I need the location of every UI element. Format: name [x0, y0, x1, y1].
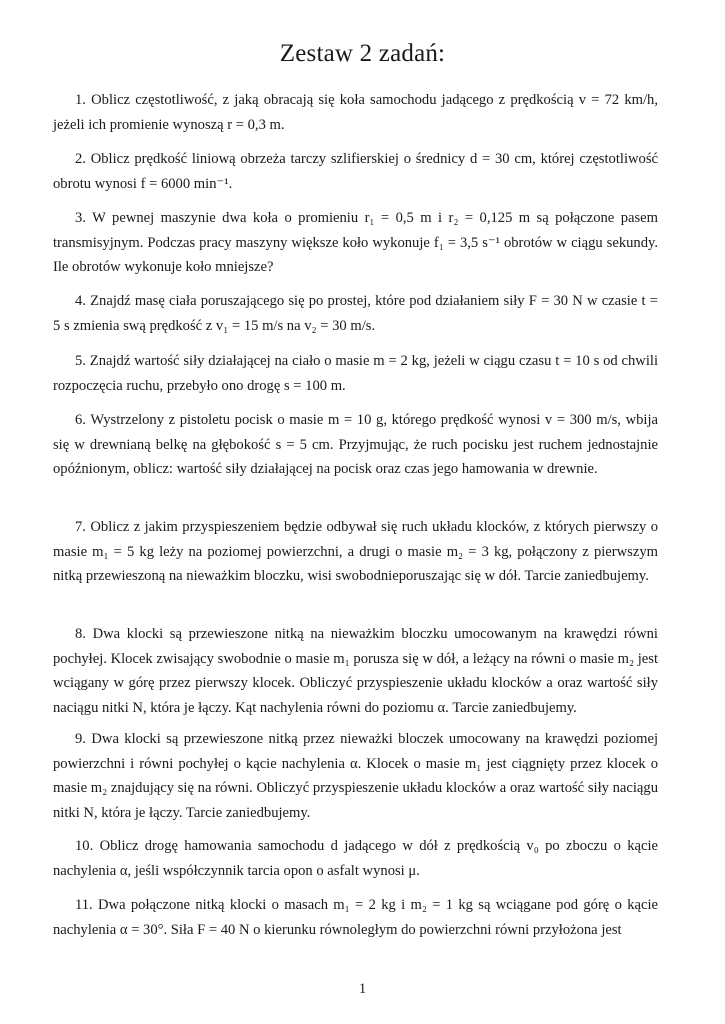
problem-text: Oblicz częstotliwość, z jaką obracają się koła samochodu jadącego z prędkością v = 72 km/h, jeżeli ich promienie wynoszą r = 0,3 m. — [53, 92, 658, 133]
problem-10 — [53, 834, 658, 883]
problem-text: Dwa klocki są przewieszone nitką na nieważkim bloczku umocowanym na krawędzi równi pochyłej. Klocek zwisający swobodnie o masie m₁ porusza się w dół, a leżący na równi o masie m₂ jest wciągany w górę przez pierwszy klocek. Obliczyć przyspieszenie układu klocków a oraz wartość siły naciągu nitki N, która je łączy. Kąt nachylenia równi do poziomu α. Tarcie zaniedbujemy. — [53, 626, 658, 717]
problem-number: 1. — [75, 92, 86, 108]
problem-9 — [53, 727, 658, 826]
problem-text: Znajdź masę ciała poruszającego się po prostej, które pod działaniem siły F = 30 N w czasie t = 5 s zmienia swą prędkość z v₁ = 15 m/s na v₂ = 30 m/s. — [53, 293, 658, 334]
problem-text: Znajdź wartość siły działającej na ciało o masie m = 2 kg, jeżeli w ciągu czasu t = 10 s od chwili rozpoczęcia ruchu, przebyło ono drogę s = 100 m. — [53, 353, 658, 394]
problem-2 — [53, 147, 658, 196]
problem-number: 7. — [75, 519, 86, 535]
problem-number: 9. — [75, 731, 86, 747]
problem-text: Dwa klocki są przewieszone nitką przez nieważki bloczek umocowany na krawędzi poziomej powierzchni i równi pochyłej o kącie nachylenia α. Klocek o masie m₁ jest ciągnięty przez klocek o masie m₂ znajdujący się na równi. Obliczyć przyspieszenie układu klocków a oraz wartość siły naciągu nitki N, która je łączy. Tarcie zaniedbujemy. — [53, 731, 658, 822]
problem-text: Oblicz drogę hamowania samochodu d jadącego w dół z prędkością v₀ po zboczu o kącie nachylenia α, jeśli współczynnik tarcia opon o asfalt wynosi μ. — [53, 838, 659, 879]
problem-7 — [53, 515, 658, 589]
problem-text: Wystrzelony z pistoletu pocisk o masie m = 10 g, którego prędkość wynosi v = 300 m/s, wbija się w drewnianą belkę na głębokość s = 5 cm. Przyjmując, że ruch pocisku jest ruchem jednostajnie opóźnionym, oblicz: wartość siły działającej na pocisk oraz czas jego hamowania w drewnie. — [53, 412, 659, 478]
problem-5 — [53, 349, 658, 398]
problem-4 — [53, 289, 658, 338]
problem-text: Oblicz prędkość liniową obrzeża tarczy szlifierskiej o średnicy d = 30 cm, której częstotliwość obrotu wynosi f = 6000 min⁻¹. — [53, 151, 658, 192]
problem-number: 8. — [75, 626, 86, 642]
problem-8 — [53, 622, 658, 721]
problem-number: 6. — [75, 412, 86, 428]
problem-text: Oblicz z jakim przyspieszeniem będzie odbywał się ruch układu klocków, z których pierwszy o masie m₁ = 5 kg leży na poziomej powierzchni, a drugi o masie m₂ = 3 kg, połączony z pierwszym nitką przewieszoną na nieważkim bloczku, wisi swobodnieporuszając się w dół. Tarcie zaniedbujemy. — [53, 519, 658, 585]
problem-number: 5. — [75, 353, 86, 369]
problem-6 — [53, 408, 658, 482]
problem-1 — [53, 88, 658, 137]
problem-text: Dwa połączone nitką klocki o masach m₁ = 2 kg i m₂ = 1 kg są wciągane pod górę o kącie nachylenia α = 30°. Siła F = 40 N o kierunku równoległym do powierzchni równi przyłożona jest — [53, 897, 658, 938]
page-number: 1 — [358, 981, 367, 997]
problem-number: 3. — [75, 210, 86, 226]
page-title: Zestaw 2 zadań: — [279, 40, 446, 67]
problem-number: 11. — [75, 897, 93, 913]
problem-number: 4. — [75, 293, 86, 309]
problem-11 — [53, 893, 658, 942]
problem-text: W pewnej maszynie dwa koła o promieniu r₁ = 0,5 m i r₂ = 0,125 m są połączone pasem transmisyjnym. Podczas pracy maszyny większe koło wykonuje f₁ = 3,5 s⁻¹ obrotów w ciągu sekundy. Ile obrotów wykonuje koło mniejsze? — [53, 210, 658, 276]
problem-3 — [53, 206, 658, 280]
problem-number: 10. — [75, 838, 94, 854]
problem-number: 2. — [75, 151, 86, 167]
